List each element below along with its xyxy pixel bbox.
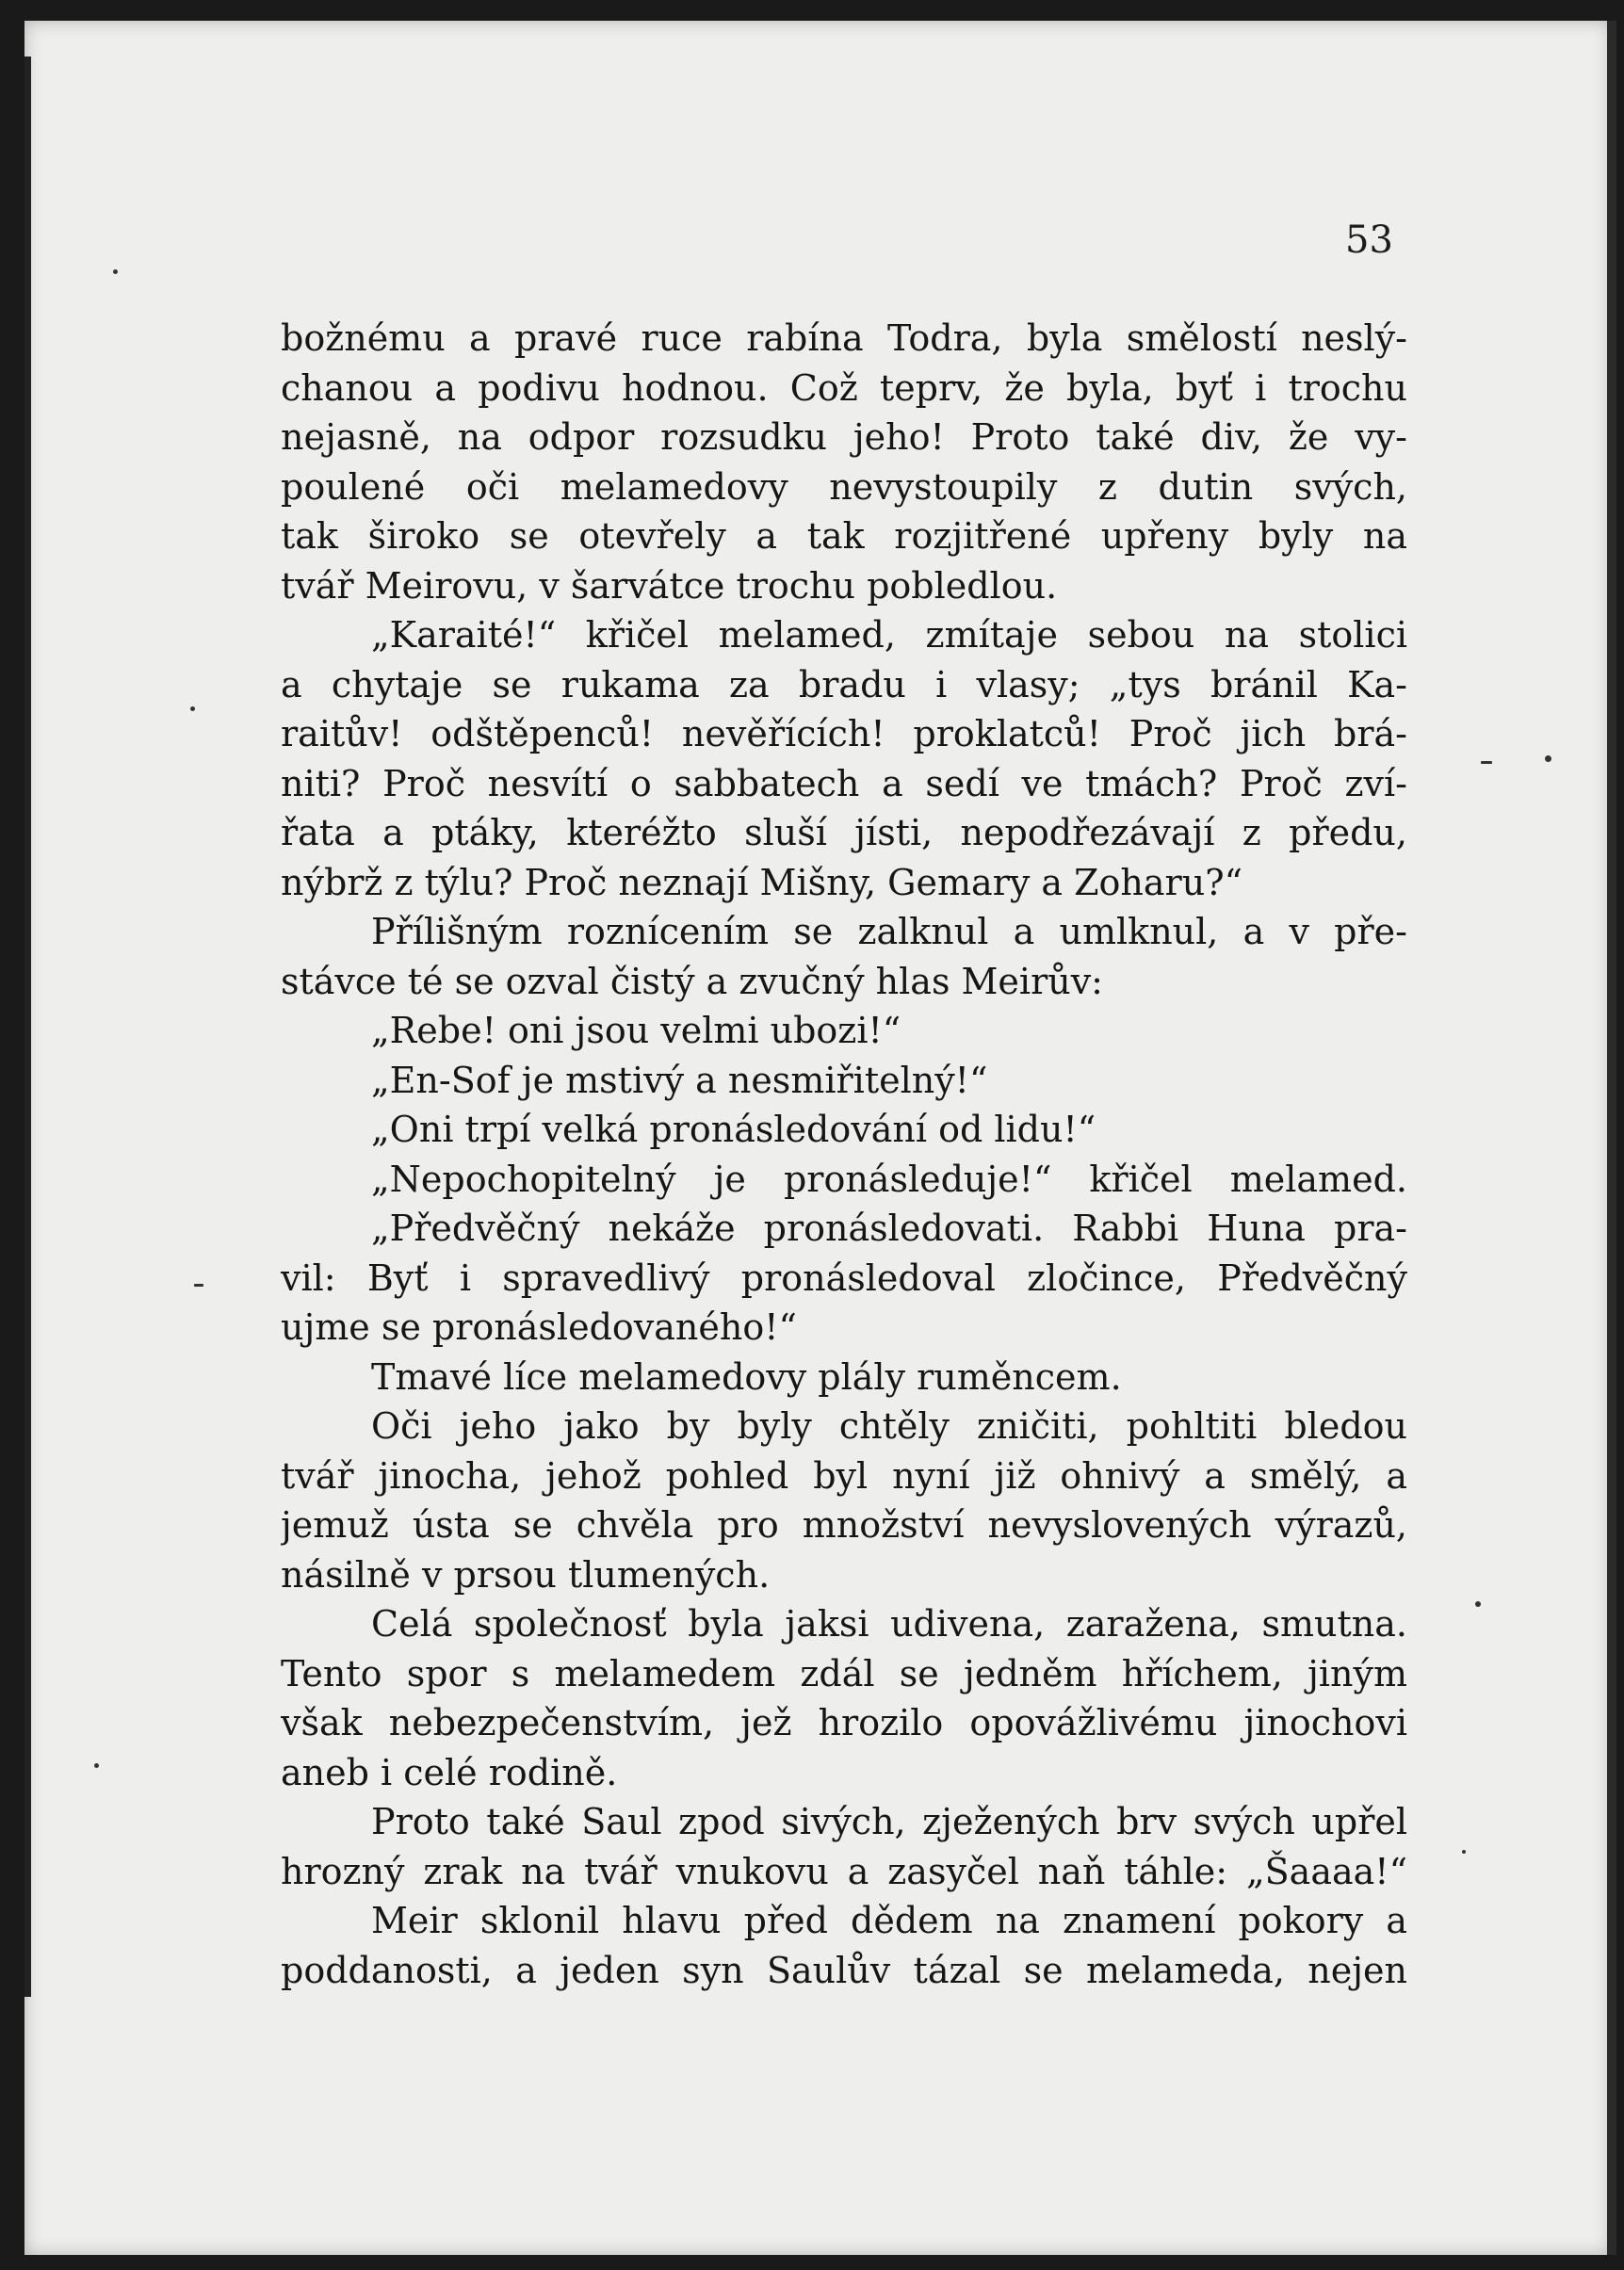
text-line: násilně v prsou tlumených. [281, 1553, 771, 1596]
text-line: Oči jeho jako by byly chtěly zničiti, pohltiti bledou [371, 1405, 1407, 1447]
text-line: vil: Byť i spravedlivý pronásledoval zločince, Předvěčný [281, 1257, 1407, 1299]
text-line: aneb i celé rodině. [281, 1751, 618, 1793]
text-line: však nebezpečenstvím, jež hrozilo opovážlivému jinochovi [281, 1702, 1407, 1743]
text-line: Tmavé líce melamedovy plály ruměncem. [371, 1355, 1122, 1398]
scan-speck [1481, 761, 1492, 764]
text-line: „Předvěčný nekáže pronásledovati. Rabbi Huna pra- [371, 1208, 1407, 1249]
text-line: raitův! odštěpenců! nevěřících! proklatců! Proč jich brá- [281, 713, 1407, 754]
scan-speck [1475, 1601, 1481, 1607]
text-line: stávce té se ozval čistý a zvučný hlas Meirův: [281, 960, 1103, 1002]
text-line: božnému a pravé ruce rabína Todra, byla smělostí neslý- [281, 317, 1407, 359]
text-line: Celá společnosť byla jaksi udivena, zaražena, smutna. [371, 1603, 1407, 1645]
text-line: jemuž ústa se chvěla pro množství nevyslovených výrazů, [281, 1504, 1407, 1546]
text-line: a chytaje se rukama za bradu i vlasy; „tys bránil Ka- [281, 663, 1407, 705]
text-line: tak široko se otevřely a tak rozjitřené upřeny byly na [281, 515, 1407, 557]
text-line: „Karaité!“ křičel melamed, zmítaje sebou na stolici [371, 614, 1407, 656]
scan-speck [194, 1284, 203, 1287]
text-line: Tento spor s melamedem zdál se jedněm hříchem, jiným [281, 1652, 1407, 1694]
text-line: nýbrž z týlu? Proč neznají Mišny, Gemary a Zoharu?“ [281, 861, 1242, 903]
scan-speck [1462, 1850, 1466, 1854]
scan-speck [94, 1763, 99, 1768]
scan-speck [113, 269, 118, 274]
text-line: nejasně, na odpor rozsudku jeho! Proto také div, že vy- [281, 416, 1407, 458]
text-line: „En-Sof je mstivý a nesmiřitelný!“ [371, 1059, 988, 1101]
text-line: tvář Meirovu, v šarvátce trochu pobledlou. [281, 564, 1058, 607]
body-text [281, 314, 1407, 1995]
text-line: poulené oči melamedovy nevystoupily z dutin svých, [281, 465, 1407, 508]
text-line: tvář jinocha, jehož pohled byl nyní již ohnivý a smělý, a [281, 1454, 1407, 1497]
text-line: Meir sklonil hlavu před dědem na znamení pokory a [371, 1900, 1407, 1941]
text-line: „Oni trpí velká pronásledování od lidu!“ [371, 1109, 1096, 1150]
scan-speck [1545, 755, 1551, 762]
text-line: „Rebe! oni jsou velmi ubozi!“ [371, 1010, 901, 1051]
text-line: chanou a podivu hodnou. Což teprv, že byla, byť i trochu [281, 366, 1407, 409]
text-line: niti? Proč nesvítí o sabbatech a sedí ve tmách? Proč zví- [281, 762, 1407, 804]
text-line: Proto také Saul zpod sivých, zježených brv svých upřel [371, 1801, 1407, 1842]
binding-edge [24, 57, 31, 1997]
text-line: ujme se pronásledovaného!“ [281, 1306, 797, 1348]
text-line: hrozný zrak na tvář vnukovu a zasyčel naň táhle: „Šaaaa!“ [281, 1850, 1407, 1892]
text-line: poddanosti, a jeden syn Saulův tázal se melameda, nejen [281, 1949, 1407, 1991]
text-line: „Nepochopitelný je pronásleduje!“ křičel melamed. [371, 1158, 1407, 1200]
page-edge [1607, 21, 1616, 2255]
text-line: řata a ptáky, kteréžto sluší jísti, nepodřezávají z předu, [281, 812, 1407, 853]
page-number: 53 [1345, 219, 1393, 262]
scan-speck [190, 706, 195, 711]
text-line: Přílišným roznícením se zalknul a umlknul, a v pře- [371, 911, 1407, 952]
